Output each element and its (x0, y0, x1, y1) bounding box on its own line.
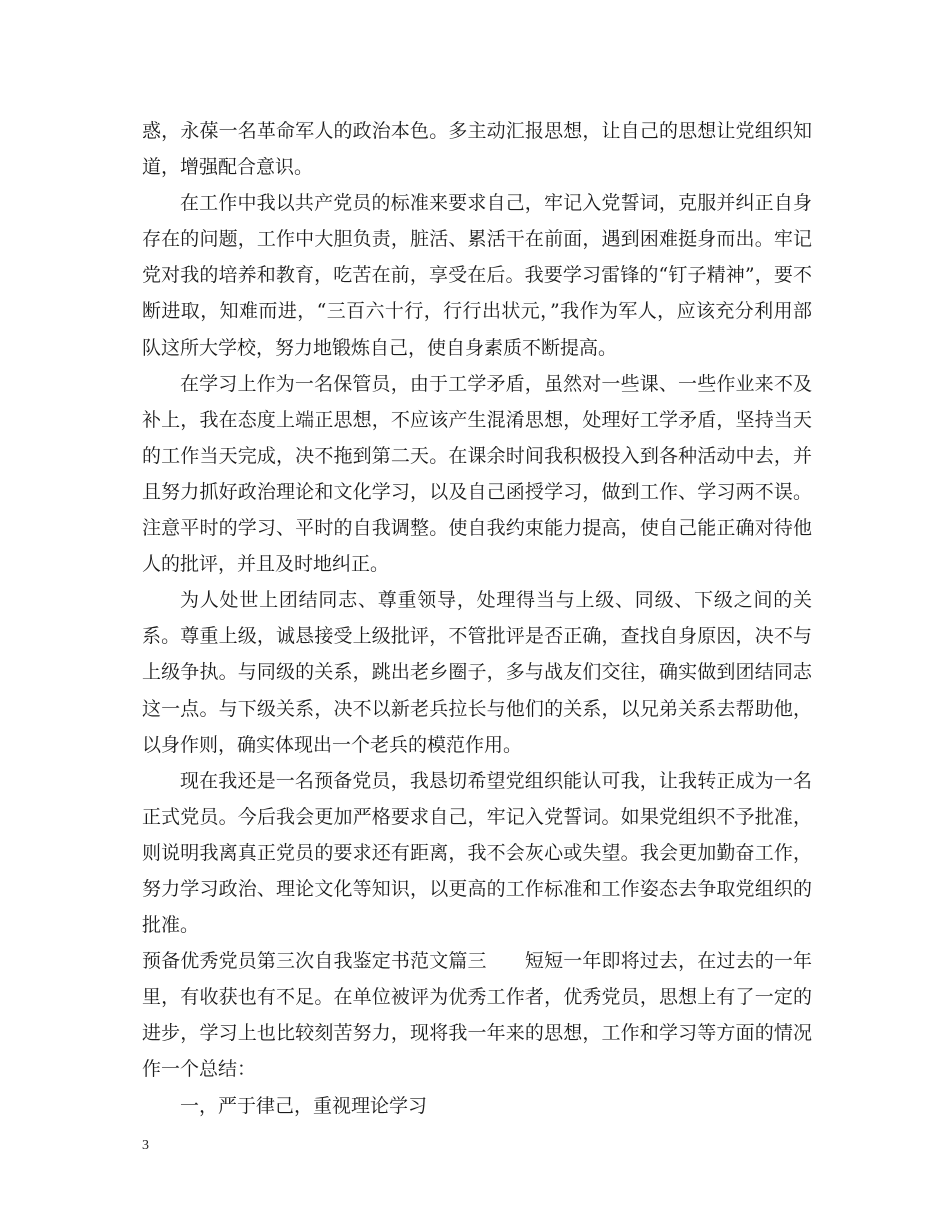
paragraph-essay-three-intro: 预备优秀党员第三次自我鉴定书范文篇三 短短一年即将过去，在过去的一年里，有收获也有不足。在单位被评为优秀工作者，优秀党员，思想上有了一定的进步，学习上也比较刻苦努力，现将我一年来的思想，工作和学习等方面的情况作一个总结： (142, 950, 812, 1081)
paragraph-study: 在学习上作为一名保管员，由于工学矛盾，虽然对一些课、一些作业来不及补上，我在态度上端正思想，不应该产生混淆思想，处理好工学矛盾，坚持当天的工作当天完成，决不拖到第二天。在课余时间我积极投入到各种活动中去，并且努力抓好政治理论和文化学习，以及自己函授学习，做到工作、学习两不误。注意平时的学习、平时的自我调整。使自我约束能力提高，使自己能正确对待他人的批评，并且及时地纠正。 (142, 372, 812, 576)
paragraph-continuation: 惑，永葆一名革命军人的政治本色。多主动汇报思想，让自己的思想让党组织知道，增强配合意识。 (142, 120, 812, 179)
paragraph-relationships: 为人处世上团结同志、尊重领导，处理得当与上级、同级、下级之间的关系。尊重上级，诚恳接受上级批评，不管批评是否正确，查找自身原因，决不与上级争执。与同级的关系，跳出老乡圈子，多与战友们交往，确实做到团结同志这一点。与下级关系，决不以新老兵拉长与他们的关系，以兄弟关系去帮助他，以身作则，确实体现出一个老兵的模范作用。 (142, 589, 812, 756)
paragraph-work-standards: 在工作中我以共产党员的标准来要求自己，牢记入党誓词，克服并纠正自身存在的问题，工作中大胆负责，脏活、累活干在前面，遇到困难挺身而出。牢记党对我的培养和教育，吃苦在前，享受在后。我要学习雷锋的“钉子精神”，要不断进取，知难而进，“三百六十行，行行出状元，”我作为军人，应该充分利用部队这所大学校，努力地锻炼自己，使自身素质不断提高。 (142, 192, 812, 359)
paragraph-probationary-member: 现在我还是一名预备党员，我恳切希望党组织能认可我，让我转正成为一名正式党员。今后我会更加严格要求自己，牢记入党誓词。如果党组织不予批准，则说明我离真正党员的要求还有距离，我不会灰心或失望。我会更加勤奋工作，努力学习政治、理论文化等知识，以更高的工作标准和工作姿态去争取党组织的批准。 (142, 769, 812, 937)
page-number: 3 (142, 1138, 149, 1153)
document-body (142, 113, 812, 1124)
section-heading: 一，严于律己，重视理论学习 (180, 1094, 428, 1117)
